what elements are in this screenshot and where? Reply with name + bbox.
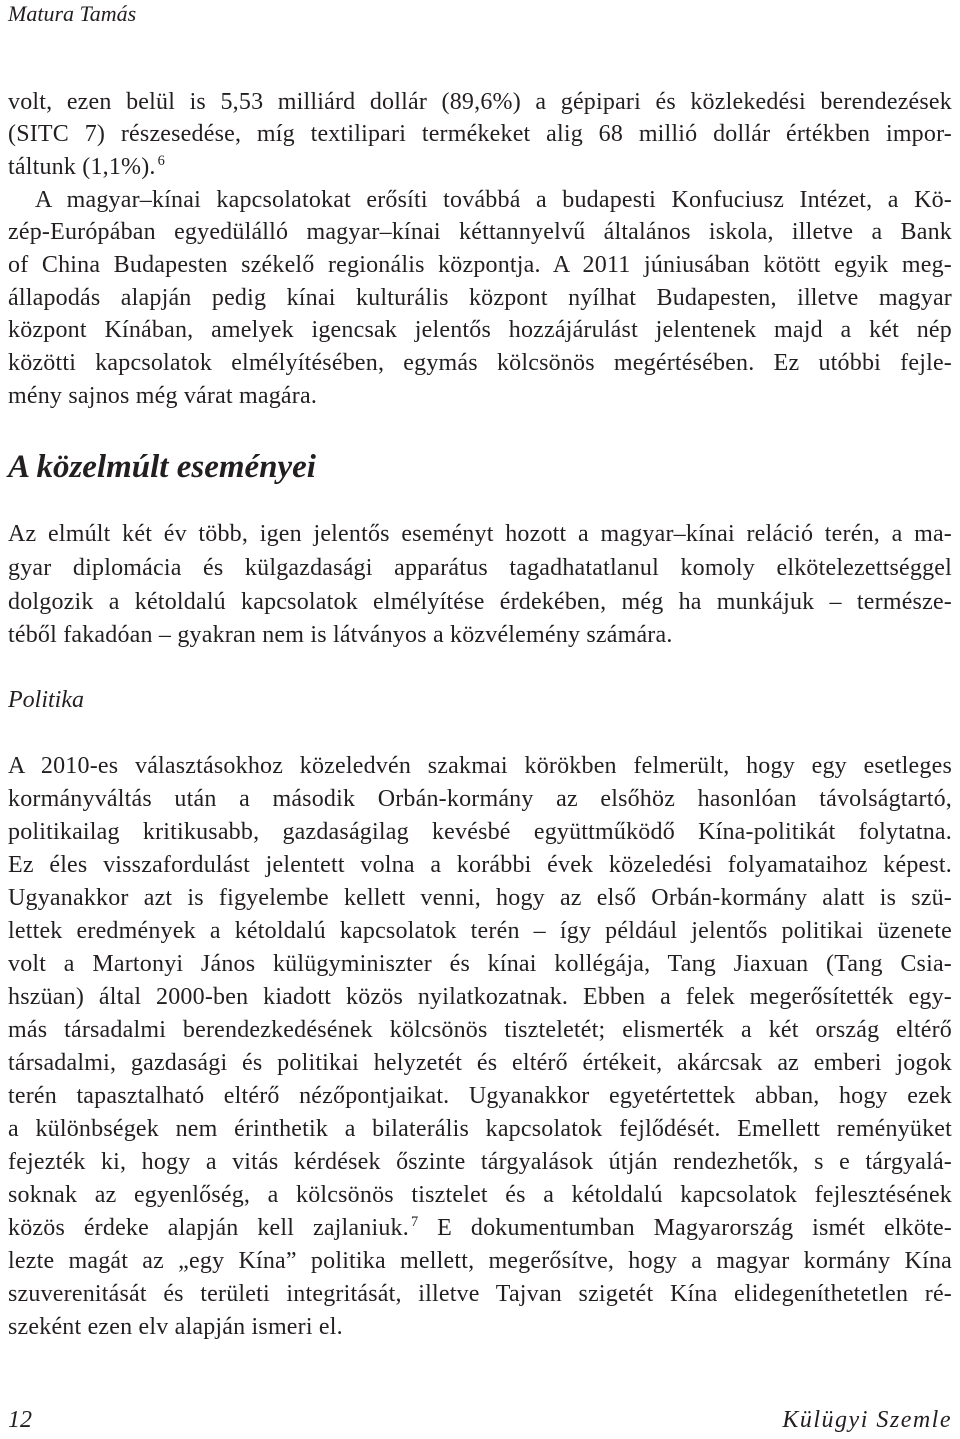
body-text-section xyxy=(8,518,952,653)
text-line: hszüan) által 2000-ben kiadott közös nyilatkozatnak. Ebben a felek megerősítették egy- xyxy=(8,983,952,1010)
text-line: dolgozik a kétoldalú kapcsolatok elmélyítése érdekében, még ha munkájuk – természe- xyxy=(8,588,952,615)
text-line: zép-Európában egyedülálló magyar–kínai kéttannyelvű általános iskola, illetve a Bank xyxy=(8,219,952,246)
text-line: kormányváltás után a második Orbán-kormány az elsőhöz hasonlóan távolságtartó, xyxy=(8,785,952,812)
paragraph xyxy=(8,86,952,184)
text-line: Ez éles visszafordulást jelentett volna a korábbi évek közeledési folyamataihoz képest. xyxy=(8,851,952,878)
text-line: más társadalmi berendezkedésének kölcsönös tiszteletét; elismerték a két ország eltérő xyxy=(8,1016,952,1043)
text-line: lezte magát az „egy Kína” politika mellett, megerősítve, hogy a magyar kormány Kína xyxy=(8,1247,952,1274)
text-line: politikailag kritikusabb, gazdaságilag kevésbé együttműködő Kína-politikát folytatna. xyxy=(8,818,952,845)
text-line: szeként ezen elv alapján ismeri el. xyxy=(8,1313,343,1340)
text-line: fejezték ki, hogy a vitás kérdések őszinte tárgyalások útján rendezhetők, s e tárgyalá- xyxy=(8,1148,952,1175)
text-line: téből fakadóan – gyakran nem is látványos a közvélemény számára. xyxy=(8,622,673,649)
text-line xyxy=(8,151,952,184)
body-text-subsection xyxy=(8,750,952,1344)
footnote-ref: 7 xyxy=(410,1213,419,1230)
text-line: közötti kapcsolatok elmélyítésében, egymás kölcsönös megértésében. Ez utóbbi fejle- xyxy=(8,350,952,377)
paragraph xyxy=(8,518,952,653)
paragraph xyxy=(8,184,952,413)
section-heading: A közelmúlt eseményei xyxy=(8,449,316,485)
text-line: társadalmi, gazdasági és politikai helyzetét és eltérő értékeit, akárcsak az emberi jogok xyxy=(8,1049,952,1076)
text-line: a különbségek nem érinthetik a bilaterális kapcsolatok fejlődését. Emellett reményüket xyxy=(8,1115,952,1142)
text-line: Ugyanakkor azt is figyelembe kellett venni, hogy az első Orbán-kormány alatt is szü- xyxy=(8,884,952,911)
text-line: A magyar–kínai kapcsolatokat erősíti továbbá a budapesti Konfuciusz Intézet, a Kö- xyxy=(35,186,952,213)
text-line: (SITC 7) részesedése, míg textilipari termékeket alig 68 millió dollár értékben impor- xyxy=(8,121,952,148)
journal-title: Külügyi Szemle xyxy=(782,1406,952,1433)
page-footer xyxy=(8,1404,952,1437)
text-line: Az elmúlt két év több, igen jelentős eseményt hozott a magyar–kínai reláció terén, a ma- xyxy=(8,521,952,548)
text-line: mény sajnos még várat magára. xyxy=(8,382,318,409)
text-line xyxy=(8,1212,952,1245)
text-line: of China Budapesten székelő regionális központja. A 2011 júniusában kötött egyik meg- xyxy=(8,252,952,279)
text-segment: táltunk (1,1%). xyxy=(8,153,156,180)
text-line: soknak az egyenlőség, a kölcsönös tisztelet és a kétoldalú kapcsolatok fejlesztésének xyxy=(8,1181,952,1208)
footnote-ref: 6 xyxy=(157,153,166,170)
text-line: A 2010-es választásokhoz közeledvén szakmai körökben felmerült, hogy egy esetleges xyxy=(8,752,952,779)
text-line: szuverenitását és területi integritását, illetve Tajvan szigetét Kína elidegeníthetetlen ré- xyxy=(8,1280,952,1307)
running-head-author: Matura Tamás xyxy=(8,1,137,26)
text-segment: E dokumentumban Magyarország ismét elköte- xyxy=(418,1214,952,1241)
text-line: gyar diplomácia és külgazdasági apparátus tagadhatatlanul komoly elkötelezettséggel xyxy=(8,554,952,581)
text-line: volt, ezen belül is 5,53 milliárd dollár (89,6%) a gépipari és közlekedési berendezések xyxy=(8,88,952,115)
text-line: állapodás alapján pedig kínai kulturális központ nyílhat Budapesten, illetve magyar xyxy=(8,284,952,311)
paragraph xyxy=(8,750,952,1344)
text-segment: közös érdeke alapján kell zajlaniuk. xyxy=(8,1214,409,1241)
text-line: volt a Martonyi János külügyminiszter és kínai kollégája, Tang Jiaxuan (Tang Csia- xyxy=(8,950,952,977)
text-line: terén tapasztalható eltérő nézőpontjaikat. Ugyanakkor egyetértettek abban, hogy ezek xyxy=(8,1082,952,1109)
text-line: központ Kínában, amelyek igencsak jelentős hozzájárulást jelentenek majd a két nép xyxy=(8,317,952,344)
subsection-heading: Politika xyxy=(8,686,84,713)
body-text-intro xyxy=(8,86,952,413)
page-number: 12 xyxy=(8,1406,32,1433)
text-line: lettek eredmények a kétoldalú kapcsolatok terén – így például jelentős politikai üzenete xyxy=(8,917,952,944)
